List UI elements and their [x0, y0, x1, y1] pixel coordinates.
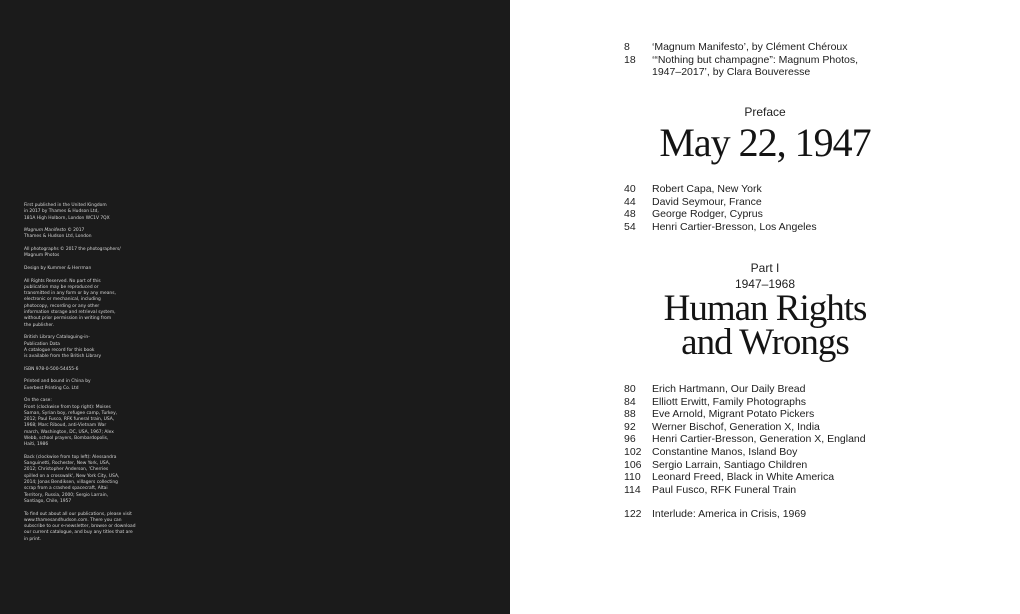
toc-entry-interlude[interactable]	[624, 508, 806, 521]
toc-page-number: 18	[624, 53, 636, 66]
toc-title: Werner Bischof, Generation X, India	[652, 420, 820, 433]
colophon-isbn: ISBN 978-0-500-54455-6	[24, 366, 79, 372]
colophon-copyright	[24, 228, 136, 241]
toc-title: Constantine Manos, Island Boy	[652, 446, 798, 458]
toc-title: Robert Capa, New York	[652, 183, 762, 195]
toc-entry[interactable]	[624, 208, 763, 221]
toc-title: Leonard Freed, Black in White America	[652, 471, 835, 484]
toc-page-number: 106	[624, 458, 642, 471]
part-title-line-1: Human Rights	[663, 288, 867, 329]
part-years: 1947–1968	[734, 277, 796, 291]
toc-entry[interactable]	[624, 383, 805, 396]
colophon-photo-credit: All photographs © 2017 the photographers/ Magnum Photos	[24, 247, 121, 259]
toc-entry[interactable]	[624, 396, 806, 409]
colophon-website: To find out about all our publications, please visit www.thamesandhudson.com. There you can subscribe to our e-newsletter, browse or download our current catalogue, and buy any titles that are in print.	[24, 511, 136, 542]
toc-page-number: 84	[624, 395, 636, 408]
part-label: Part I	[750, 261, 780, 275]
toc-title: Interlude: America in Crisis, 1969	[652, 508, 807, 520]
toc-title: Elliott Erwitt, Family Photographs	[652, 395, 807, 408]
section-title: May 22, 1947	[659, 120, 871, 165]
toc-title: Sergio Larrain, Santiago Children	[652, 458, 808, 471]
toc-entry[interactable]	[624, 54, 858, 67]
toc-entry[interactable]	[624, 408, 814, 421]
toc-title: Henri Cartier-Bresson, Generation X, England	[652, 433, 866, 446]
toc-title: George Rodger, Cyprus	[652, 208, 763, 221]
toc-page-number: 48	[624, 208, 636, 221]
toc-page-number: 44	[624, 195, 636, 208]
toc-page-number: 102	[624, 446, 642, 458]
toc-page-number: 110	[624, 471, 641, 484]
toc-entry[interactable]	[624, 221, 817, 234]
colophon-copyright-text: © 2017 Thames & Hudson Ltd, London	[24, 228, 92, 240]
colophon-design: Design by Kummer & Herrman	[24, 265, 92, 271]
toc-page-number: 96	[624, 433, 636, 446]
colophon-back-cover: Back (clockwise from top left): Alessandra Sanguinetti, Rochester, New York, USA, 2012; Christopher Anderson, 'Cherries spilled on a crosswalk', New York City, USA, 2014; Jonas Bendiksen, villagers collecting scrap from a crashed spacecraft, Altai Territory, Russia, 2000; Sergio Larrain, Santiago, Chile, 1957	[24, 454, 120, 504]
toc-entry[interactable]	[624, 433, 866, 446]
toc-title: Henri Cartier-Bresson, Los Angeles	[652, 220, 817, 233]
toc-title: ‘Magnum Manifesto’, by Clément Chéroux	[652, 41, 848, 53]
colophon-printer: Printed and bound in China by Everbest Printing Co. Ltd	[24, 379, 91, 391]
toc-page-number: 54	[624, 220, 636, 233]
colophon-cataloguing: British Library Cataloguing-in- Publication Data A catalogue record for this book is available from the British Library	[24, 335, 102, 360]
toc-title: ‘“Nothing but champagne”: Magnum Photos,	[652, 53, 859, 66]
toc-entry[interactable]	[624, 446, 797, 459]
part-title-line-2: and Wrongs	[681, 322, 849, 363]
toc-page-number: 88	[624, 408, 636, 421]
toc-title: David Seymour, France	[652, 195, 762, 208]
toc-page-number: 80	[624, 383, 636, 395]
toc-page-number: 122	[624, 508, 642, 520]
toc-entry[interactable]	[624, 196, 762, 209]
toc-title: Erich Hartmann, Our Daily Bread	[652, 383, 806, 395]
colophon-book-title: Magnum Manifesto	[24, 228, 66, 234]
toc-title: Eve Arnold, Migrant Potato Pickers	[652, 408, 815, 421]
toc-entry[interactable]	[624, 41, 848, 54]
toc-page-number: 92	[624, 420, 636, 433]
toc-entry[interactable]	[624, 421, 820, 434]
toc-page-number: 8	[624, 41, 630, 53]
colophon-rights: All Rights Reserved. No part of this publication may be reproduced or transmitted in any form or by any means, electronic or mechanical, including photocopy, recording or any other information storage and retrieval system, without prior permission in writing from the publisher.	[24, 278, 116, 328]
toc-entry[interactable]	[624, 484, 796, 497]
toc-title-continuation: 1947–2017’, by Clara Bouveresse	[652, 66, 811, 79]
toc-entry[interactable]	[624, 471, 834, 484]
colophon-publisher: First published in the United Kingdom in 2017 by Thames & Hudson Ltd, 181A High Holborn, London WC1V 7QX	[24, 203, 110, 221]
toc-title: Paul Fusco, RFK Funeral Train	[652, 483, 797, 496]
toc-entry[interactable]	[624, 183, 762, 196]
toc-entry[interactable]	[624, 459, 807, 472]
colophon	[24, 203, 136, 549]
toc-page-number: 114	[624, 483, 641, 496]
colophon-front-cover: On the case: Front (clockwise from top right): Moises Saman, Syrian boy, refugee camp, Turkey, 2012; Paul Fusco, RFK funeral train, USA, 1968; Marc Riboud, anti-Vietnam War march, Washington, DC, USA, 1967; Alex Webb, school prayers, Bombardopolis, Haiti, 1986	[24, 398, 118, 448]
section-label: Preface	[744, 105, 786, 119]
toc-page-number: 40	[624, 183, 636, 195]
